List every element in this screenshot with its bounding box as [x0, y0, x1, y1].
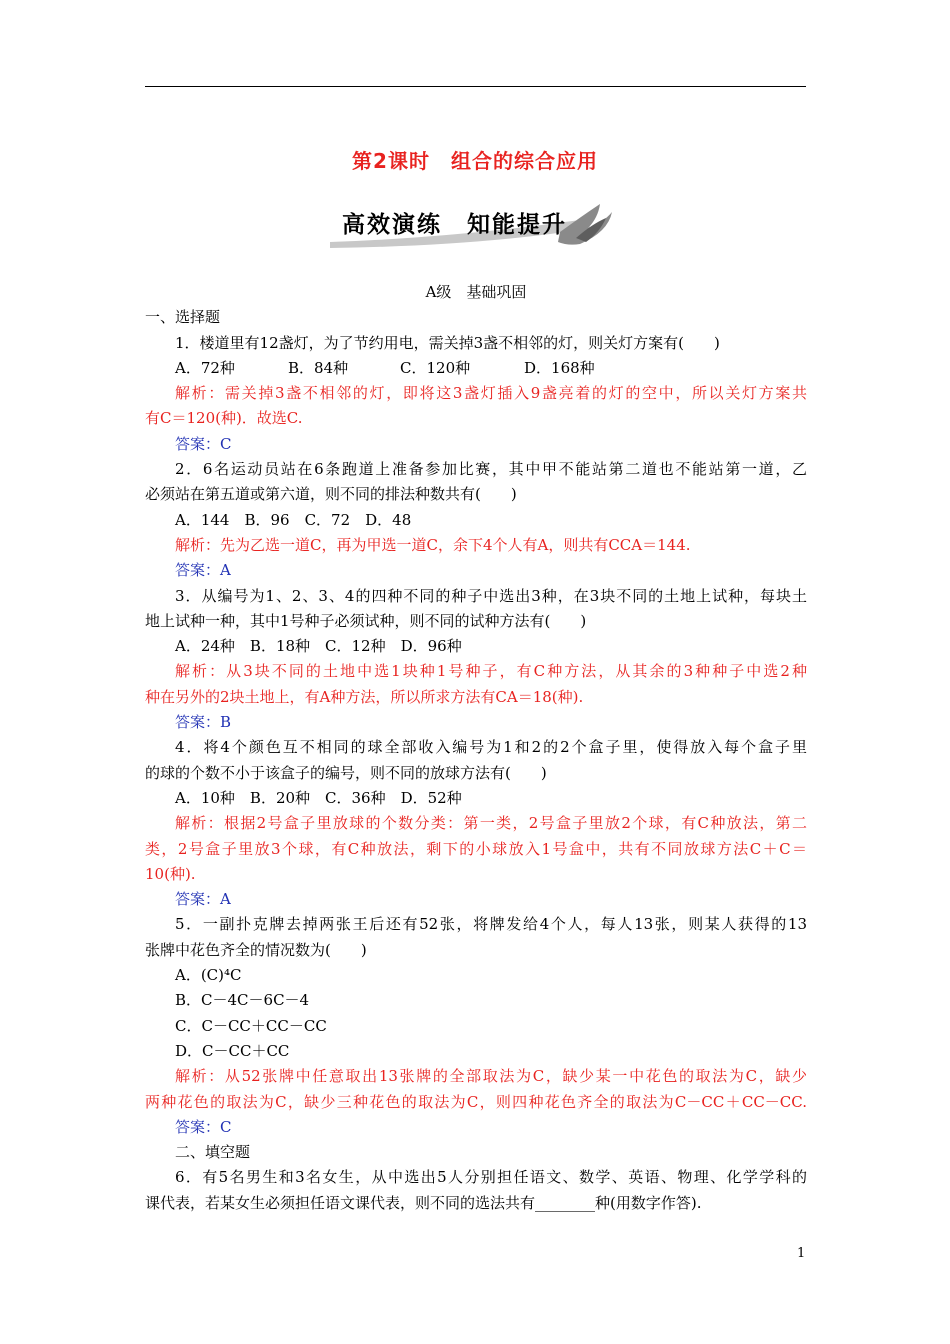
question-2-analysis: 解析：先为乙选一道C，再为甲选一道C，余下4个人有A，则共有CCA＝144. [175, 535, 691, 554]
question-4-options: A．10种 B．20种 C．36种 D．52种 [175, 788, 462, 807]
question-5-stem-cont: 张牌中花色齐全的情况数为( ) [145, 940, 367, 959]
question-5-answer: 答案：C [175, 1117, 232, 1136]
question-3-options: A．24种 B．18种 C．12种 D．96种 [175, 637, 462, 656]
question-3-answer: 答案：B [175, 713, 232, 732]
question-2-stem-cont: 必须站在第五道或第六道，则不同的排法种数共有( ) [145, 485, 517, 504]
question-4-answer: 答案：A [175, 890, 231, 909]
option-d: D．168种 [524, 358, 595, 377]
question-2-answer: 答案：A [175, 561, 231, 580]
question-4-stem-cont: 的球的个数不小于该盒子的编号，则不同的放球方法有( ) [145, 763, 547, 782]
question-4-analysis: 解析：根据2号盒子里放球的个数分类：第一类，2号盒子里放2个球，有C种放法，第二 [175, 814, 807, 833]
header-rule [145, 86, 806, 87]
question-1-stem: 1．楼道里有12盏灯，为了节约用电，需关掉3盏不相邻的灯，则关灯方案有( ) [175, 333, 720, 352]
question-1-analysis: 解析：需关掉3盏不相邻的灯，即将这3盏灯插入9盏亮着的灯的空中，所以关灯方案共 [175, 384, 807, 403]
question-5-analysis-cont: 两种花色的取法为C，缺少三种花色的取法为C，则四种花色齐全的取法为C－CC＋CC－CC. [145, 1092, 807, 1111]
option-c: C．120种 [400, 358, 471, 377]
section-heading: 二、填空题 [175, 1143, 251, 1162]
question-4-analysis-end: 10(种). [145, 864, 196, 883]
question-3-stem-cont: 地上试种一种，其中1号种子必须试种，则不同的试种方法有( ) [145, 611, 587, 630]
banner-text: 高效演练 知能提升 [342, 212, 567, 238]
level-heading: A级 基础巩固 [425, 283, 527, 301]
question-5-option-d: D．C－CC＋CC [175, 1041, 290, 1060]
option-a: A．72种 [175, 358, 235, 377]
question-5-option-a: A．(C)⁴C [175, 966, 242, 985]
question-5-option-b: B．C－4C－6C－4 [175, 991, 310, 1010]
page-number: 1 [797, 1246, 806, 1261]
question-6-stem-cont: 课代表，若某女生必须担任语文课代表，则不同的选法共有________种(用数字作答). [145, 1193, 702, 1212]
question-5-stem: 5．一副扑克牌去掉两张王后还有52张，将牌发给4个人，每人13张，则某人获得的13 [175, 915, 807, 934]
document-body [145, 280, 807, 1216]
question-4-analysis-cont: 类，2号盒子里放3个球，有C种放法，剩下的小球放入1号盒中，共有不同放球方法C＋C＝ [145, 839, 807, 858]
question-4-stem: 4．将4个颜色互不相同的球全部收入编号为1和2的2个盒子里，使得放入每个盒子里 [175, 738, 807, 757]
question-5-option-c: C．C－CC＋CC－CC [175, 1016, 327, 1035]
question-1-answer: 答案：C [175, 434, 232, 453]
question-3-analysis-cont: 种在另外的2块土地上，有A种方法，所以所求方法有CA＝18(种). [145, 687, 584, 706]
option-b: B．84种 [288, 358, 349, 377]
question-5-analysis: 解析：从52张牌中任意取出13张牌的全部取法为C，缺少某一中花色的取法为C，缺少 [175, 1067, 807, 1086]
section-heading: 一、选择题 [145, 308, 221, 327]
question-3-stem: 3．从编号为1、2、3、4的四种不同的种子中选出3种，在3块不同的土地上试种，每块土 [175, 586, 807, 605]
question-1-analysis-cont: 有C＝120(种)．故选C. [145, 409, 303, 428]
question-3-analysis: 解析：从3块不同的土地中选1块种1号种子，有C种方法，从其余的3种种子中选2种 [175, 662, 807, 681]
question-2-stem: 2．6名运动员站在6条跑道上准备参加比赛，其中甲不能站第二道也不能站第一道，乙 [175, 460, 807, 479]
question-1-options [145, 356, 807, 381]
question-6-stem: 6．有5名男生和3名女生，从中选出5人分别担任语文、数学、英语、物理、化学学科的 [175, 1168, 807, 1187]
question-2-options: A．144 B．96 C．72 D．48 [175, 510, 412, 529]
lesson-title: 第2课时 组合的综合应用 [352, 149, 598, 173]
banner [330, 198, 620, 250]
